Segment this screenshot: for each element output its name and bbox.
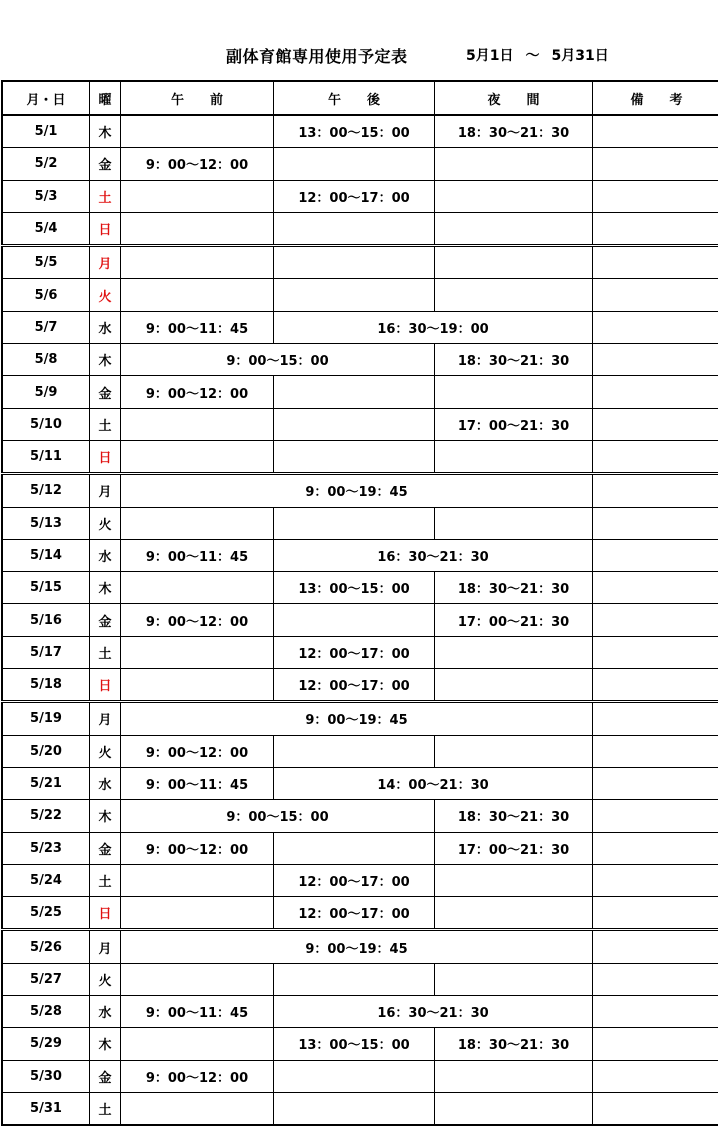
pm-cell: 12：00～17：00 xyxy=(274,636,435,668)
am-cell: 9：00～11：45 xyxy=(121,539,274,571)
pm-cell: 12：00～17：00 xyxy=(274,180,435,212)
note-cell xyxy=(593,1092,718,1125)
am-cell xyxy=(121,636,274,668)
date-cell: 5/11 xyxy=(2,440,90,473)
note-cell xyxy=(593,800,718,832)
table-row xyxy=(2,115,718,148)
note-cell xyxy=(593,440,718,473)
weekday-cell: 月 xyxy=(90,246,121,279)
date-cell: 5/27 xyxy=(2,963,90,995)
am-cell xyxy=(121,572,274,604)
date-cell: 5/16 xyxy=(2,604,90,636)
date-cell: 5/30 xyxy=(2,1060,90,1092)
am-pm-cell: 9：00～15：00 xyxy=(121,800,435,832)
am-cell: 9：00～12：00 xyxy=(121,735,274,767)
am-pm-night-cell: 9：00～19：45 xyxy=(121,930,593,963)
weekday-cell: 日 xyxy=(90,440,121,473)
note-cell xyxy=(593,572,718,604)
am-cell: 9：00～12：00 xyxy=(121,376,274,408)
am-cell xyxy=(121,1092,274,1125)
weekday-cell: 木 xyxy=(90,344,121,376)
table-row xyxy=(2,604,718,636)
date-cell: 5/31 xyxy=(2,1092,90,1125)
note-cell xyxy=(593,148,718,180)
date-cell: 5/28 xyxy=(2,996,90,1028)
note-cell xyxy=(593,636,718,668)
range-tilde: ～ xyxy=(525,48,540,64)
am-cell xyxy=(121,864,274,896)
night-cell xyxy=(435,376,593,408)
weekday-cell: 水 xyxy=(90,539,121,571)
date-cell: 5/13 xyxy=(2,507,90,539)
date-cell: 5/6 xyxy=(2,279,90,311)
night-cell: 18：30～21：30 xyxy=(435,115,593,148)
note-cell xyxy=(593,507,718,539)
night-cell xyxy=(435,246,593,279)
am-cell xyxy=(121,180,274,212)
weekday-cell: 土 xyxy=(90,636,121,668)
table-row xyxy=(2,1092,718,1125)
pm-cell xyxy=(274,1092,435,1125)
am-cell xyxy=(121,440,274,473)
date-cell: 5/7 xyxy=(2,311,90,343)
am-cell xyxy=(121,897,274,930)
pm-cell xyxy=(274,279,435,311)
date-cell: 5/20 xyxy=(2,735,90,767)
am-pm-cell: 9：00～15：00 xyxy=(121,344,435,376)
pm-cell xyxy=(274,735,435,767)
pm-cell xyxy=(274,1060,435,1092)
am-cell xyxy=(121,1028,274,1060)
weekday-cell: 金 xyxy=(90,604,121,636)
note-cell xyxy=(593,930,718,963)
table-row xyxy=(2,735,718,767)
note-cell xyxy=(593,702,718,735)
night-cell xyxy=(435,864,593,896)
pm-cell xyxy=(274,212,435,245)
col-header-dow: 曜 xyxy=(90,81,121,115)
am-pm-night-cell: 9：00～19：45 xyxy=(121,474,593,507)
weekday-cell: 火 xyxy=(90,279,121,311)
date-cell: 5/9 xyxy=(2,376,90,408)
am-cell: 9：00～12：00 xyxy=(121,604,274,636)
weekday-cell: 土 xyxy=(90,1092,121,1125)
date-cell: 5/10 xyxy=(2,408,90,440)
weekday-cell: 火 xyxy=(90,963,121,995)
am-cell xyxy=(121,963,274,995)
table-row xyxy=(2,767,718,799)
page-header xyxy=(0,44,718,68)
page-title: 副体育館専用使用予定表 xyxy=(226,47,408,66)
date-cell: 5/2 xyxy=(2,148,90,180)
weekday-cell: 月 xyxy=(90,474,121,507)
weekday-cell: 金 xyxy=(90,1060,121,1092)
am-cell xyxy=(121,212,274,245)
note-cell xyxy=(593,735,718,767)
pm-cell xyxy=(274,408,435,440)
note-cell xyxy=(593,212,718,245)
night-cell xyxy=(435,1060,593,1092)
table-row xyxy=(2,864,718,896)
table-row xyxy=(2,539,718,571)
table-row xyxy=(2,996,718,1028)
night-cell xyxy=(435,1092,593,1125)
am-cell xyxy=(121,507,274,539)
table-row xyxy=(2,440,718,473)
col-header-night: 夜 間 xyxy=(435,81,593,115)
table-row xyxy=(2,702,718,735)
note-cell xyxy=(593,963,718,995)
night-cell: 17：00～21：30 xyxy=(435,408,593,440)
pm-cell: 13：00～15：00 xyxy=(274,572,435,604)
night-cell xyxy=(435,148,593,180)
note-cell xyxy=(593,115,718,148)
weekday-cell: 土 xyxy=(90,864,121,896)
date-cell: 5/22 xyxy=(2,800,90,832)
header-row xyxy=(2,81,718,115)
pm-cell: 12：00～17：00 xyxy=(274,897,435,930)
note-cell xyxy=(593,279,718,311)
note-cell xyxy=(593,344,718,376)
night-cell: 17：00～21：30 xyxy=(435,604,593,636)
weekday-cell: 金 xyxy=(90,832,121,864)
date-cell: 5/14 xyxy=(2,539,90,571)
pm-night-cell: 16：30～21：30 xyxy=(274,539,593,571)
date-cell: 5/17 xyxy=(2,636,90,668)
note-cell xyxy=(593,376,718,408)
schedule-table xyxy=(1,80,718,1126)
table-row xyxy=(2,148,718,180)
date-cell: 5/23 xyxy=(2,832,90,864)
table-row xyxy=(2,507,718,539)
table-row xyxy=(2,832,718,864)
weekday-cell: 日 xyxy=(90,669,121,702)
col-header-pm: 午 後 xyxy=(274,81,435,115)
night-cell: 17：00～21：30 xyxy=(435,832,593,864)
pm-night-cell: 16：30～21：30 xyxy=(274,996,593,1028)
date-cell: 5/18 xyxy=(2,669,90,702)
pm-night-cell: 14：00～21：30 xyxy=(274,767,593,799)
weekday-cell: 土 xyxy=(90,180,121,212)
night-cell xyxy=(435,735,593,767)
am-cell xyxy=(121,115,274,148)
note-cell xyxy=(593,1028,718,1060)
weekday-cell: 月 xyxy=(90,702,121,735)
pm-cell xyxy=(274,832,435,864)
night-cell: 18：30～21：30 xyxy=(435,344,593,376)
date-cell: 5/29 xyxy=(2,1028,90,1060)
table-row xyxy=(2,930,718,963)
night-cell xyxy=(435,669,593,702)
date-cell: 5/26 xyxy=(2,930,90,963)
night-cell: 18：30～21：30 xyxy=(435,572,593,604)
table-row xyxy=(2,1060,718,1092)
weekday-cell: 火 xyxy=(90,735,121,767)
date-cell: 5/25 xyxy=(2,897,90,930)
pm-cell: 12：00～17：00 xyxy=(274,864,435,896)
pm-cell xyxy=(274,246,435,279)
weekday-cell: 木 xyxy=(90,115,121,148)
weekday-cell: 木 xyxy=(90,800,121,832)
date-cell: 5/15 xyxy=(2,572,90,604)
table-row xyxy=(2,572,718,604)
table-row xyxy=(2,1028,718,1060)
pm-cell xyxy=(274,507,435,539)
note-cell xyxy=(593,604,718,636)
date-range xyxy=(466,45,609,65)
date-cell: 5/12 xyxy=(2,474,90,507)
table-row xyxy=(2,800,718,832)
date-cell: 5/5 xyxy=(2,246,90,279)
note-cell xyxy=(593,767,718,799)
am-cell: 9：00～12：00 xyxy=(121,1060,274,1092)
night-cell: 18：30～21：30 xyxy=(435,800,593,832)
note-cell xyxy=(593,669,718,702)
range-end: 5月31日 xyxy=(551,48,609,64)
note-cell xyxy=(593,996,718,1028)
table-row xyxy=(2,212,718,245)
note-cell xyxy=(593,864,718,896)
note-cell xyxy=(593,539,718,571)
night-cell xyxy=(435,440,593,473)
table-row xyxy=(2,636,718,668)
am-cell xyxy=(121,408,274,440)
table-row xyxy=(2,246,718,279)
pm-cell xyxy=(274,604,435,636)
table-row xyxy=(2,311,718,343)
weekday-cell: 水 xyxy=(90,311,121,343)
range-start: 5月1日 xyxy=(466,48,514,64)
table-row xyxy=(2,897,718,930)
weekday-cell: 木 xyxy=(90,1028,121,1060)
note-cell xyxy=(593,408,718,440)
am-cell: 9：00～11：45 xyxy=(121,996,274,1028)
table-row xyxy=(2,963,718,995)
date-cell: 5/1 xyxy=(2,115,90,148)
table-row xyxy=(2,408,718,440)
am-cell: 9：00～12：00 xyxy=(121,832,274,864)
table-row xyxy=(2,180,718,212)
pm-cell xyxy=(274,963,435,995)
am-cell xyxy=(121,246,274,279)
weekday-cell: 金 xyxy=(90,376,121,408)
note-cell xyxy=(593,897,718,930)
weekday-cell: 日 xyxy=(90,212,121,245)
note-cell xyxy=(593,474,718,507)
table-row xyxy=(2,279,718,311)
date-cell: 5/4 xyxy=(2,212,90,245)
note-cell xyxy=(593,180,718,212)
night-cell xyxy=(435,636,593,668)
pm-cell xyxy=(274,148,435,180)
am-cell: 9：00～12：00 xyxy=(121,148,274,180)
schedule-body xyxy=(2,115,718,1125)
table-row xyxy=(2,474,718,507)
weekday-cell: 日 xyxy=(90,897,121,930)
note-cell xyxy=(593,311,718,343)
pm-cell: 13：00～15：00 xyxy=(274,1028,435,1060)
weekday-cell: 水 xyxy=(90,767,121,799)
night-cell: 18：30～21：30 xyxy=(435,1028,593,1060)
am-cell xyxy=(121,669,274,702)
col-header-note: 備 考 xyxy=(593,81,718,115)
note-cell xyxy=(593,832,718,864)
table-row xyxy=(2,376,718,408)
weekday-cell: 月 xyxy=(90,930,121,963)
date-cell: 5/8 xyxy=(2,344,90,376)
col-header-date: 月・日 xyxy=(2,81,90,115)
night-cell xyxy=(435,180,593,212)
am-pm-night-cell: 9：00～19：45 xyxy=(121,702,593,735)
night-cell xyxy=(435,897,593,930)
note-cell xyxy=(593,1060,718,1092)
night-cell xyxy=(435,963,593,995)
pm-cell: 12：00～17：00 xyxy=(274,669,435,702)
weekday-cell: 木 xyxy=(90,572,121,604)
night-cell xyxy=(435,279,593,311)
pm-night-cell: 16：30～19：00 xyxy=(274,311,593,343)
weekday-cell: 火 xyxy=(90,507,121,539)
table-row xyxy=(2,669,718,702)
am-cell: 9：00～11：45 xyxy=(121,767,274,799)
date-cell: 5/21 xyxy=(2,767,90,799)
pm-cell: 13：00～15：00 xyxy=(274,115,435,148)
pm-cell xyxy=(274,376,435,408)
weekday-cell: 土 xyxy=(90,408,121,440)
date-cell: 5/19 xyxy=(2,702,90,735)
pm-cell xyxy=(274,440,435,473)
am-cell xyxy=(121,279,274,311)
am-cell: 9：00～11：45 xyxy=(121,311,274,343)
weekday-cell: 水 xyxy=(90,996,121,1028)
date-cell: 5/3 xyxy=(2,180,90,212)
night-cell xyxy=(435,507,593,539)
weekday-cell: 金 xyxy=(90,148,121,180)
date-cell: 5/24 xyxy=(2,864,90,896)
note-cell xyxy=(593,246,718,279)
col-header-am: 午 前 xyxy=(121,81,274,115)
night-cell xyxy=(435,212,593,245)
table-row xyxy=(2,344,718,376)
